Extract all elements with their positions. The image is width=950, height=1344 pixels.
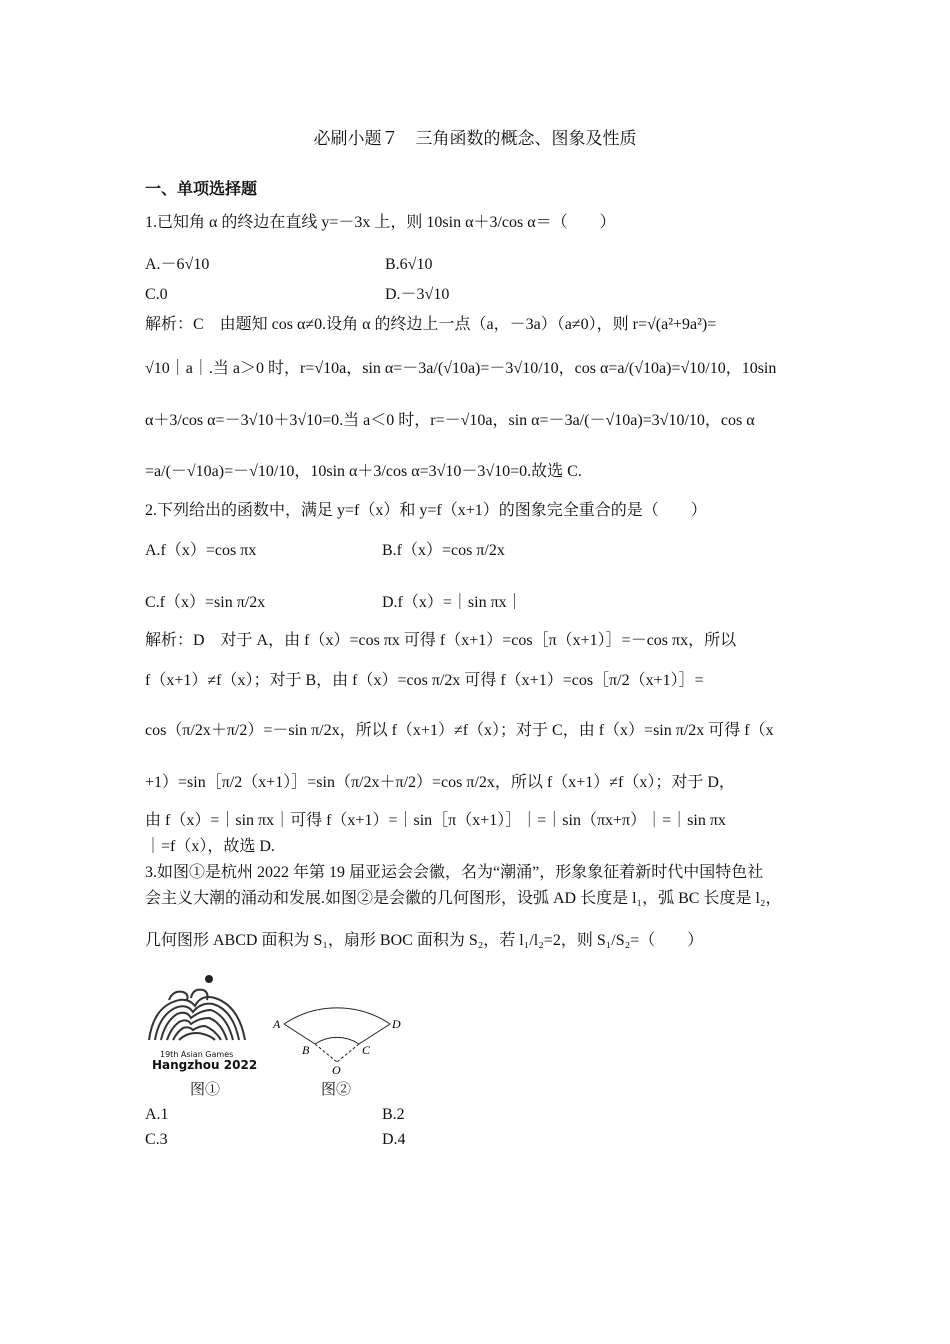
logo-caption-line-1: 19th Asian Games bbox=[160, 1050, 234, 1059]
label-b: B bbox=[302, 1043, 310, 1057]
question-3-stem-line-3: 几何图形 ABCD 面积为 S₁，扇形 BOC 面积为 S₂，若 l₁/l₂=2，则 S₁/S₂=（ ） bbox=[145, 932, 704, 949]
q3-option-b: B.2 bbox=[382, 1106, 405, 1123]
question-3-stem-line-1: 3.如图①是杭州 2022 年第 19 届亚运会会徽，名为“潮涌”，形象象征着新时代中国特色社 bbox=[145, 864, 764, 881]
label-c: C bbox=[362, 1043, 371, 1057]
q2-option-c: C.f（x）=sin π/2x bbox=[145, 594, 266, 611]
q1-option-c: C.0 bbox=[145, 286, 168, 303]
q3-option-d: D.4 bbox=[382, 1131, 406, 1148]
q1-solution-line-2: √10｜a｜.当 a＞0 时，r=√10a，sin α=－3a/(√10a)=－3√10/10，cos α=a/(√10a)=√10/10，10sin bbox=[145, 360, 777, 377]
label-d: D bbox=[392, 1017, 401, 1031]
page-title: 必刷小题７ 三角函数的概念、图象及性质 bbox=[313, 129, 637, 149]
q2-solution-line-2: f（x+1）≠f（x）；对于 B，由 f（x）=cos π/2x 可得 f（x+1）=cos［π/2（x+1）］= bbox=[145, 672, 704, 689]
q1-solution-line-3: α＋3/cos α=－3√10＋3√10=0.当 a＜0 时，r=－√10a，sin α=－3a/(－√10a)=3√10/10，cos α bbox=[145, 412, 755, 429]
q2-solution-line-5: 由 f（x）=｜sin πx｜可得 f（x+1）=｜sin［π（x+1）］｜=｜sin（πx+π）｜=｜sin πx bbox=[145, 812, 726, 829]
q3-option-c: C.3 bbox=[145, 1131, 168, 1148]
q2-solution-line-1: 解析：D 对于 A，由 f（x）=cos πx 可得 f（x+1）=cos［π（x+1）］=－cos πx，所以 bbox=[145, 632, 737, 649]
q2-solution-line-4: +1）=sin［π/2（x+1）］=sin（π/2x＋π/2）=cos π/2x，所以 f（x+1）≠f（x）；对于 D， bbox=[145, 774, 735, 791]
label-o: O bbox=[332, 1063, 341, 1075]
q2-option-a: A.f（x）=cos πx bbox=[145, 542, 257, 559]
q1-option-b: B.6√10 bbox=[385, 256, 433, 273]
question-3-stem-line-2: 会主义大潮的涌动和发展.如图②是会徽的几何图形，设弧 AD 长度是 l₁，弧 BC 长度是 l₂， bbox=[145, 890, 782, 907]
label-a: A bbox=[273, 1017, 281, 1031]
q2-option-b: B.f（x）=cos π/2x bbox=[382, 542, 505, 559]
section-heading: 一、单项选择题 bbox=[145, 179, 258, 198]
q3-option-a: A.1 bbox=[145, 1106, 169, 1123]
q1-option-d: D.－3√10 bbox=[385, 286, 450, 303]
figure-1-caption: 图① bbox=[190, 1082, 221, 1098]
q2-solution-line-3: cos（π/2x＋π/2）=－sin π/2x，所以 f（x+1）≠f（x）；对于 C，由 f（x）=sin π/2x 可得 f（x bbox=[145, 722, 774, 739]
q2-option-d: D.f（x）=｜sin πx｜ bbox=[382, 594, 523, 611]
sector-diagram bbox=[268, 990, 408, 1075]
q1-solution-line-1: 解析：C 由题知 cos α≠0.设角 α 的终边上一点（a，－3a）（a≠0），则 r=√(a²+9a²)= bbox=[145, 316, 717, 333]
figure-2-caption: 图② bbox=[321, 1082, 352, 1098]
question-2-stem: 2.下列给出的函数中，满足 y=f（x）和 y=f（x+1）的图象完全重合的是（ ） bbox=[145, 502, 707, 519]
q1-option-a: A.－6√10 bbox=[145, 256, 210, 273]
asian-games-logo bbox=[143, 970, 253, 1050]
q2-solution-line-6: ｜=f（x），故选 D. bbox=[145, 838, 275, 855]
logo-caption-line-2: Hangzhou 2022 bbox=[152, 1058, 258, 1072]
question-1-stem: 1.已知角 α 的终边在直线 y=－3x 上，则 10sin α＋3/cos α＝（ ） bbox=[145, 214, 616, 231]
q1-solution-line-4: =a/(－√10a)=－√10/10，10sin α＋3/cos α=3√10－3√10=0.故选 C. bbox=[145, 463, 582, 480]
